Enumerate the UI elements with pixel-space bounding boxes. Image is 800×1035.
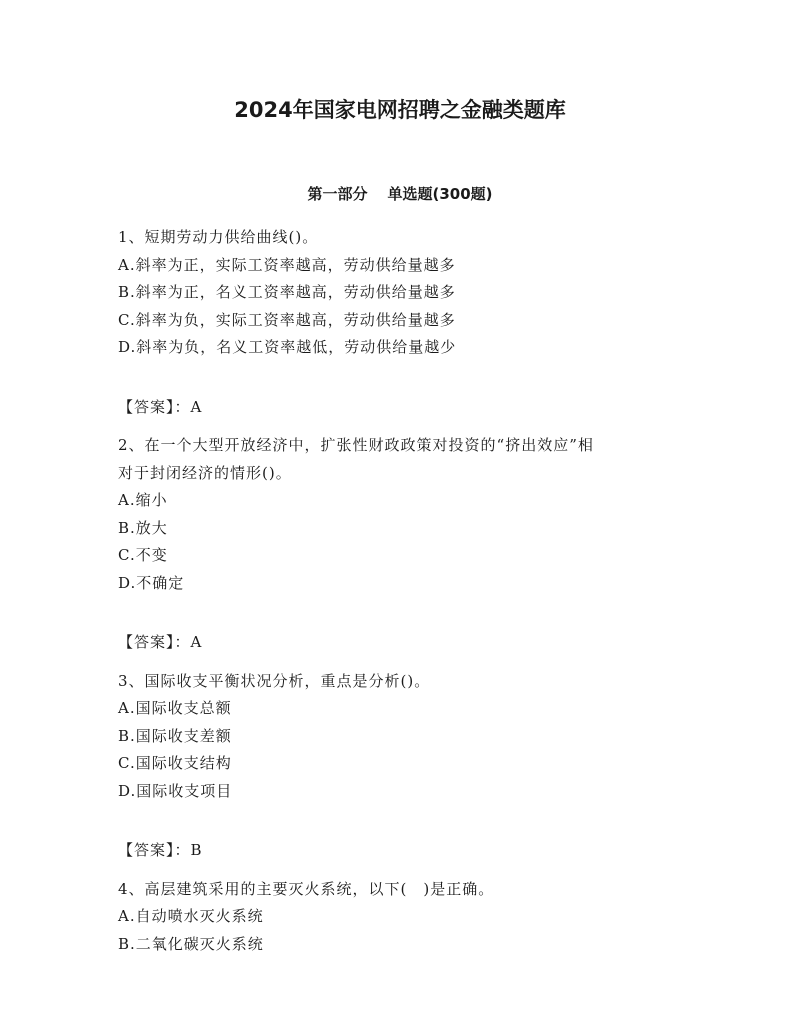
section-heading (0, 183, 800, 204)
section-part: 第一部分 (307, 185, 368, 203)
document-title: 2024年国家电网招聘之金融类题库 (234, 98, 566, 122)
question-block (118, 668, 688, 865)
answer-option: D.不确定 (118, 573, 185, 592)
answer-label: 【答案】： (118, 633, 191, 651)
answer-option: A.缩小 (118, 491, 168, 509)
question-block (118, 876, 688, 959)
answer-line (118, 394, 688, 422)
question-stem: 4、高层建筑采用的主要灭火系统，以下( )是正确。 (118, 879, 495, 898)
question-block (118, 224, 688, 421)
answer-label: 【答案】： (118, 841, 191, 859)
answer-option: B.二氧化碳灭火系统 (118, 934, 264, 953)
section-label: 单选题(300题) (387, 185, 493, 203)
answer-option: B.国际收支差额 (118, 726, 232, 745)
answer-option: A.自动喷水灭火系统 (118, 907, 264, 925)
question-stem: 3、国际收支平衡状况分析，重点是分析()。 (118, 671, 431, 690)
question-stem: 1、短期劳动力供给曲线()。 (118, 228, 319, 246)
question-list (118, 224, 688, 958)
question-stem: 对于封闭经济的情形()。 (118, 463, 292, 482)
answer-option: C.斜率为负，实际工资率越高，劳动供给量越多 (118, 310, 456, 329)
answer-option: A.国际收支总额 (118, 699, 232, 717)
answer-line (118, 837, 688, 865)
answer-option: B.斜率为正，名义工资率越高，劳动供给量越多 (118, 283, 456, 301)
answer-option: B.放大 (118, 518, 168, 537)
answer-option: D.国际收支项目 (118, 781, 233, 800)
question-stem: 2、在一个大型开放经济中，扩张性财政政策对投资的“挤出效应”相 (118, 436, 594, 454)
answer-option: C.不变 (118, 546, 168, 564)
answer-option: D.斜率为负，名义工资率越低，劳动供给量越少 (118, 338, 457, 356)
answer-value: A (190, 633, 203, 651)
answer-option: A.斜率为正，实际工资率越高，劳动供给量越多 (118, 255, 456, 274)
answer-value: B (190, 841, 203, 859)
answer-line (118, 629, 688, 657)
answer-option: C.国际收支结构 (118, 754, 232, 772)
answer-label: 【答案】： (118, 397, 191, 416)
answer-value: A (190, 397, 203, 416)
question-block (118, 432, 688, 657)
